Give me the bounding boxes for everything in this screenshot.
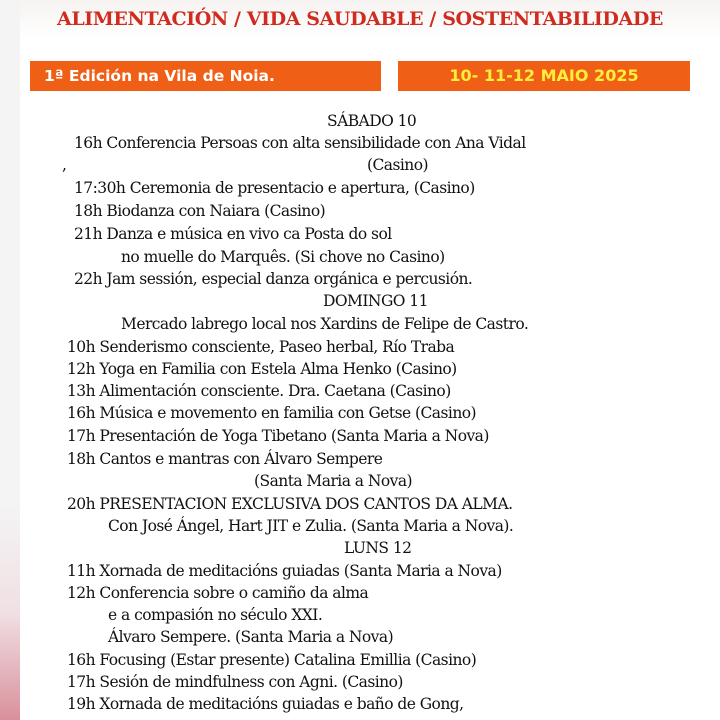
event-line: 13h Alimentación consciente. Dra. Caetana (Casino) bbox=[67, 382, 451, 400]
dates-banner: 10- 11-12 MAIO 2025 bbox=[398, 61, 690, 91]
header-title: ALIMENTACIÓN / VIDA SAUDABLE / SOSTENTABILIDADE bbox=[57, 8, 663, 30]
event-line: 12h Conferencia sobre o camiño da alma bbox=[67, 584, 369, 602]
event-line: (Casino) bbox=[367, 156, 429, 174]
event-line: 22h Jam sessión, especial danza orgánica e percusión. bbox=[74, 270, 473, 288]
event-line: no muelle do Marquês. (Si chove no Casino) bbox=[121, 248, 445, 266]
event-line: 18h Cantos e mantras con Álvaro Sempere bbox=[67, 450, 383, 468]
edition-banner: 1ª Edición na Vila de Noia. bbox=[30, 61, 381, 91]
event-line: Álvaro Sempere. (Santa Maria a Nova) bbox=[108, 628, 394, 646]
event-line: 20h PRESENTACION EXCLUSIVA DOS CANTOS DA ALMA. bbox=[67, 495, 513, 513]
event-line: 11h Xornada de meditacións guiadas (Santa Maria a Nova) bbox=[67, 562, 502, 580]
event-line: 18h Biodanza con Naiara (Casino) bbox=[74, 202, 326, 220]
event-line: (Santa Maria a Nova) bbox=[254, 472, 413, 490]
event-line: 17h Sesión de mindfulness con Agni. (Casino) bbox=[67, 673, 403, 691]
event-line: 17:30h Ceremonia de presentacio e apertura, (Casino) bbox=[74, 179, 475, 197]
day-heading-monday: LUNS 12 bbox=[344, 539, 412, 557]
event-line: 12h Yoga en Familia con Estela Alma Henko (Casino) bbox=[67, 360, 457, 378]
event-line: 17h Presentación de Yoga Tibetano (Santa Maria a Nova) bbox=[67, 427, 489, 445]
event-line: e a compasión no século XXI. bbox=[108, 606, 323, 624]
left-decorative-band bbox=[0, 0, 20, 720]
event-line: , bbox=[62, 156, 67, 174]
event-line: 19h Xornada de meditacións guiadas e baño de Gong, bbox=[67, 695, 464, 713]
event-line: 10h Senderismo consciente, Paseo herbal, Río Traba bbox=[67, 338, 455, 356]
event-line: Mercado labrego local nos Xardins de Felipe de Castro. bbox=[121, 315, 529, 333]
day-heading-saturday: SÁBADO 10 bbox=[327, 112, 417, 130]
day-heading-sunday: DOMINGO 11 bbox=[323, 292, 428, 310]
event-line: 16h Focusing (Estar presente) Catalina Emillia (Casino) bbox=[67, 651, 477, 669]
event-line: Con José Ángel, Hart JIT e Zulia. (Santa Maria a Nova). bbox=[108, 517, 514, 535]
event-line: 16h Conferencia Persoas con alta sensibilidade con Ana Vidal bbox=[74, 134, 526, 152]
event-line: 21h Danza e música en vivo ca Posta do sol bbox=[74, 225, 392, 243]
event-line: 16h Música e movemento en familia con Getse (Casino) bbox=[67, 404, 477, 422]
